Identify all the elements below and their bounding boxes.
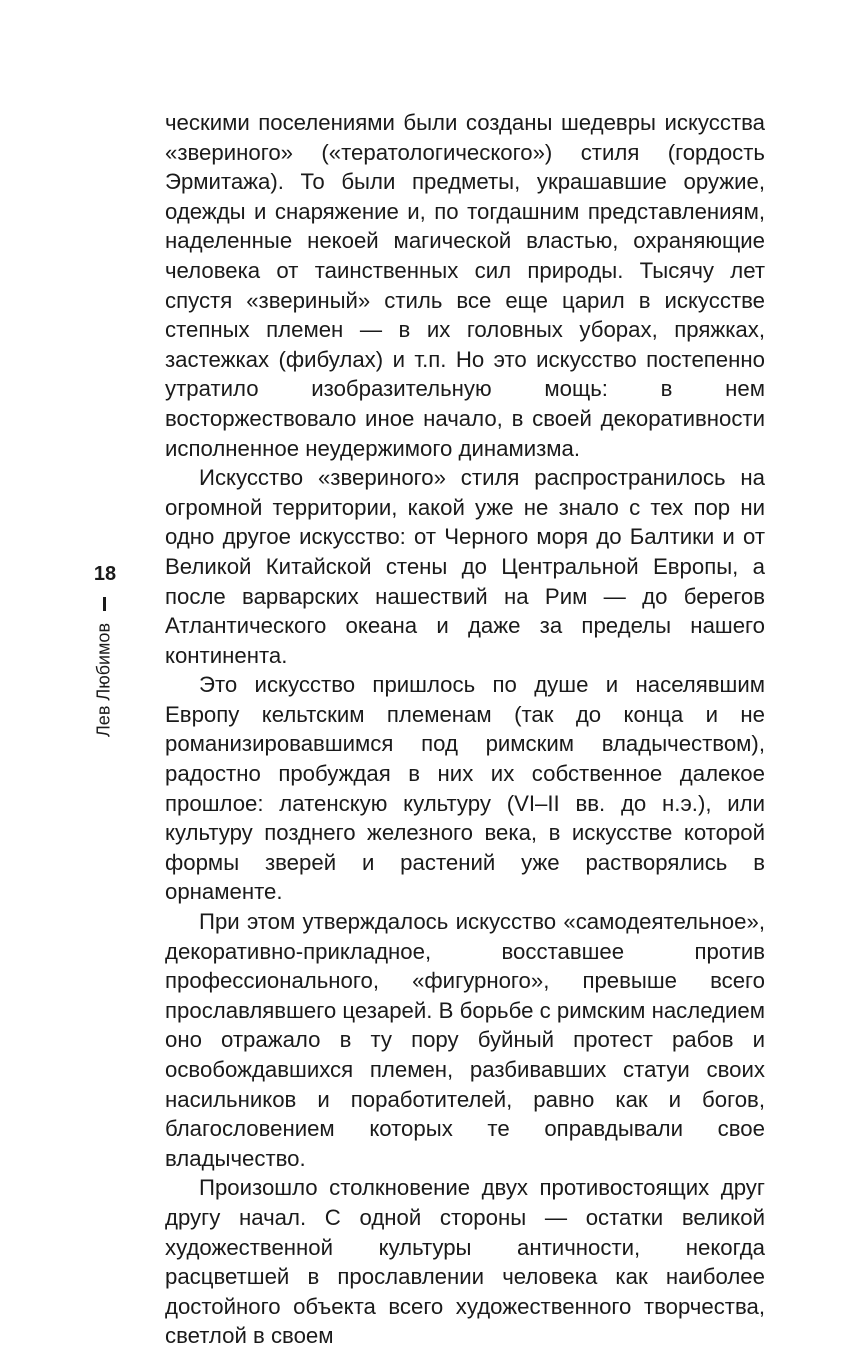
running-head-author: Лев Любимов — [93, 622, 114, 738]
body-text — [165, 108, 765, 1351]
page-number-divider — [103, 597, 106, 611]
paragraph-1: ческими поселениями были созданы шедевры искусства «звериного» («тератологического») стиля (гордость Эрмитажа). То были предметы, украшавшие оружие, одежды и снаряжение и, по тогдашним представлениям, наделенные некоей магической властью, охраняющие человека от таинственных сил природы. Тысячу лет спустя «звериный» стиль все еще царил в искусстве степных племен — в их головных уборах, пряжках, застежках (фибулах) и т.п. Но это искусство постепенно утратило изобразительную мощь: в нем восторжествовало иное начало, в своей декоративности исполненное неудержимого динамизма. — [165, 110, 765, 461]
paragraph-4: При этом утверждалось искусство «самодеятельное», декоративно-прикладное, восставшее против профессионального, «фигурного», превыше всего прославлявшего цезарей. В борьбе с римским наследием оно отражало в ту пору буйный протест рабов и освобождавшихся племен, разбивавших статуи своих насильников и поработителей, равно как и богов, благословением которых те оправдывали свое владычество. — [165, 909, 765, 1171]
paragraph-5: Произошло столкновение двух противостоящих друг другу начал. С одной стороны — остатки великой художественной культуры античности, некогда расцветшей в прославлении человека как наиболее достойного объекта всего художественного творчества, светлой в своем — [165, 1175, 765, 1349]
page-number: 18 — [93, 563, 117, 585]
paragraph-2: Искусство «звериного» стиля распространилось на огромной территории, какой уже не знало с тех пор ни одно другое искусство: от Черного моря до Балтики и от Великой Китайской стены до Центральной Европы, а после варварских нашествий на Рим — до берегов Атлантического океана и даже за пределы нашего континента. — [165, 465, 765, 668]
paragraph-3: Это искусство пришлось по душе и населявшим Европу кельтским племенам (так до конца и не романизировавшимся под римским владычеством), радостно пробуждая в них их собственное далекое прошлое: латенскую культуру (VI–II вв. до н.э.), или культуру позднего железного века, в искусстве которой формы зверей и растений уже растворялись в орнаменте. — [165, 672, 765, 905]
